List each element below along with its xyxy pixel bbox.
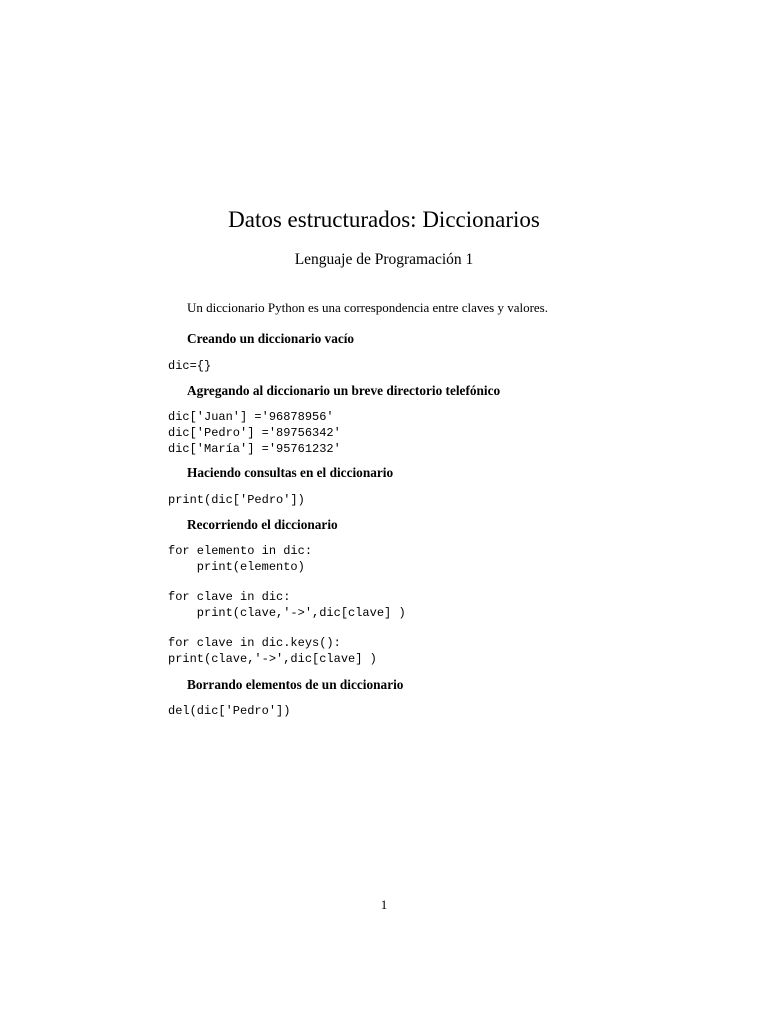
document-subtitle: Lenguaje de Programación 1 <box>294 251 474 268</box>
code-block-iterate-elements: for elemento in dic: print(elemento) <box>168 544 313 574</box>
code-block-iterate-keys: for clave in dic: print(clave,'->',dic[clave] ) <box>168 590 406 620</box>
code-block-add-entries: dic['Juan'] ='96878956' dic['Pedro'] ='89756342' dic['María'] ='95761232' <box>168 410 341 456</box>
code-block-delete: del(dic['Pedro']) <box>168 704 291 718</box>
section-heading-queries: Haciendo consultas en el diccionario <box>187 465 394 480</box>
section-heading-delete: Borrando elementos de un diccionario <box>187 677 404 692</box>
section-heading-add-entries: Agregando al diccionario un breve directorio telefónico <box>187 383 501 398</box>
document-title: Datos estructurados: Diccionarios <box>228 207 540 232</box>
page-number: 1 <box>380 897 388 912</box>
code-block-iterate-dict-keys: for clave in dic.keys(): print(clave,'->',dic[clave] ) <box>168 636 377 666</box>
code-block-queries: print(dic['Pedro']) <box>168 493 305 507</box>
section-heading-iterate: Recorriendo el diccionario <box>187 517 338 532</box>
section-heading-empty-dict: Creando un diccionario vacío <box>187 331 355 346</box>
code-block-empty-dict: dic={} <box>168 359 212 373</box>
intro-paragraph: Un diccionario Python es una correspondencia entre claves y valores. <box>187 300 548 315</box>
